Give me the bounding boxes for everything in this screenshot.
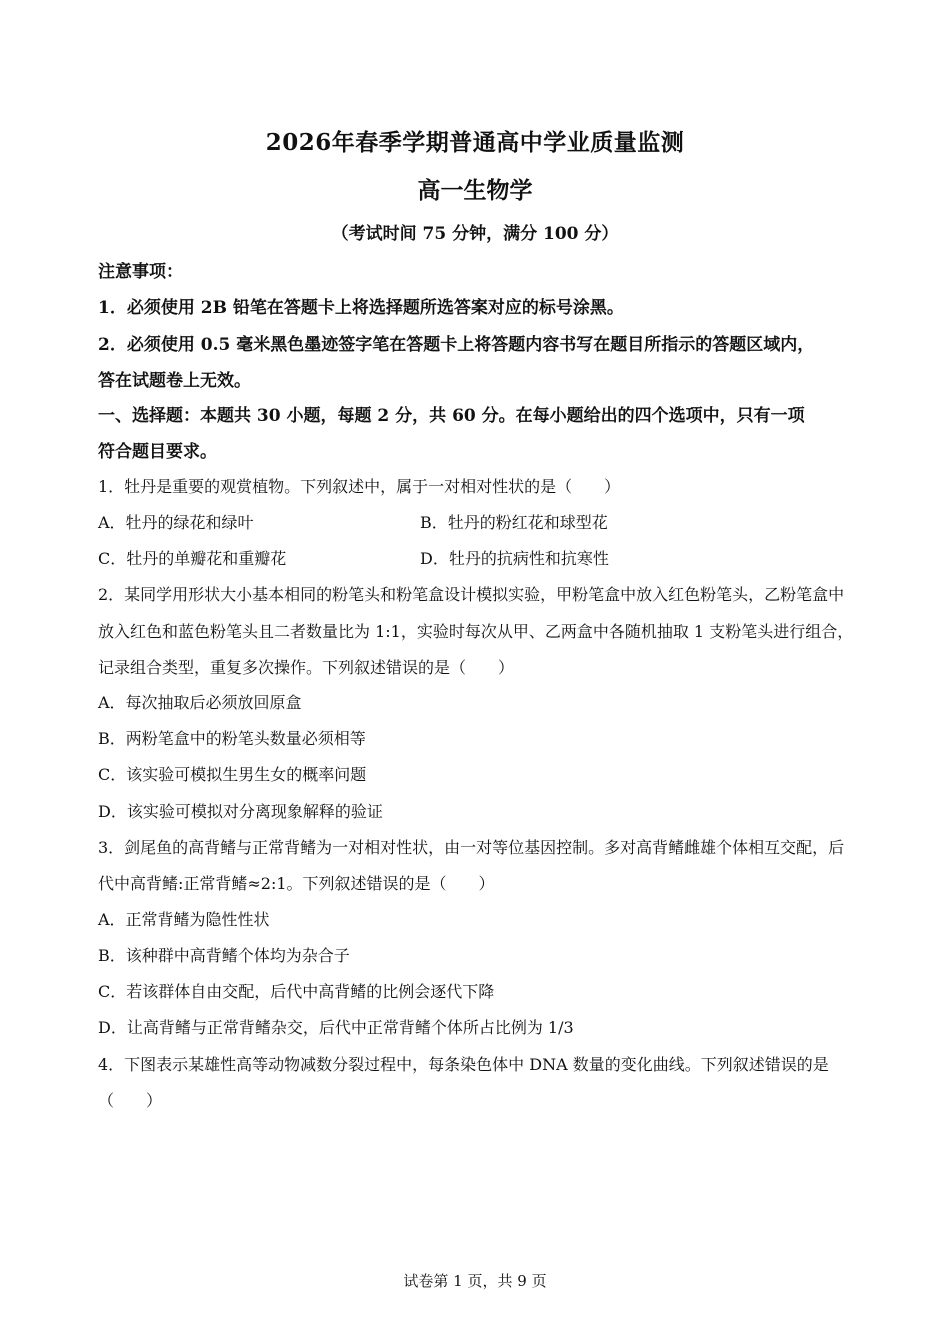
question-4-stem-line-2: （ ） (98, 1091, 163, 1110)
question-3-stem-line-1: 3．剑尾鱼的高背鳍与正常背鳍为一对相对性状，由一对等位基因控制。多对高背鳍雌雄个体相互交配，后 (98, 838, 845, 857)
question-2-stem-line-1: 2．某同学用形状大小基本相同的粉笔头和粉笔盒设计模拟实验，甲粉笔盒中放入红色粉笔头，乙粉笔盒中 (98, 585, 845, 604)
question-1-option-b: B．牡丹的粉红花和球型花 (420, 513, 608, 532)
notice-item-2-line-2: 答在试题卷上无效。 (98, 371, 251, 391)
question-1-stem: 1．牡丹是重要的观赏植物。下列叙述中，属于一对相对性状的是（ ） (98, 477, 621, 496)
question-3-stem-line-2: 代中高背鳍:正常背鳍≈2:1。下列叙述错误的是（ ） (98, 874, 495, 893)
question-3-option-c: C．若该群体自由交配，后代中高背鳍的比例会逐代下降 (98, 982, 495, 1001)
notice-heading: 注意事项： (98, 262, 183, 282)
question-3-option-a: A．正常背鳍为隐性性状 (98, 910, 270, 929)
question-1-option-d: D．牡丹的抗病性和抗寒性 (420, 549, 609, 568)
question-2-option-d: D．该实验可模拟对分离现象解释的验证 (98, 802, 383, 821)
notice-item-1: 1．必须使用 2B 铅笔在答题卡上将选择题所选答案对应的标号涂黑。 (98, 298, 624, 318)
exam-time-note: （考试时间 75 分钟，满分 100 分） (331, 224, 619, 244)
question-3-option-d: D．让高背鳍与正常背鳍杂交，后代中正常背鳍个体所占比例为 1/3 (98, 1018, 574, 1037)
question-1-option-a: A．牡丹的绿花和绿叶 (98, 513, 254, 532)
question-2-option-b: B．两粉笔盒中的粉笔头数量必须相等 (98, 729, 366, 748)
question-3-option-b: B．该种群中高背鳍个体均为杂合子 (98, 946, 350, 965)
exam-subject: 高一生物学 (417, 177, 533, 204)
question-4-stem-line-1: 4．下图表示某雄性高等动物减数分裂过程中，每条染色体中 DNA 数量的变化曲线。下列叙述错误的是 (98, 1055, 829, 1074)
question-2-option-c: C．该实验可模拟生男生女的概率问题 (98, 765, 367, 784)
exam-title: 2026年春季学期普通高中学业质量监测 (265, 129, 685, 156)
question-1-option-c: C．牡丹的单瓣花和重瓣花 (98, 549, 287, 568)
question-2-stem-line-2: 放入红色和蓝色粉笔头且二者数量比为 1:1，实验时每次从甲、乙两盒中各随机抽取 1 支粉笔头进行组合， (98, 622, 854, 641)
section-heading-line-2: 符合题目要求。 (98, 442, 217, 462)
question-2-option-a: A．每次抽取后必须放回原盒 (98, 693, 302, 712)
notice-item-2-line-1: 2．必须使用 0.5 毫米黑色墨迹签字笔在答题卡上将答题内容书写在题目所指示的答题区域内， (98, 335, 815, 355)
question-2-stem-line-3: 记录组合类型，重复多次操作。下列叙述错误的是（ ） (98, 658, 515, 677)
page-footer: 试卷第 1 页，共 9 页 (403, 1272, 547, 1290)
section-heading-line-1: 一、选择题：本题共 30 小题，每题 2 分，共 60 分。在每小题给出的四个选项中，只有一项 (98, 406, 805, 426)
